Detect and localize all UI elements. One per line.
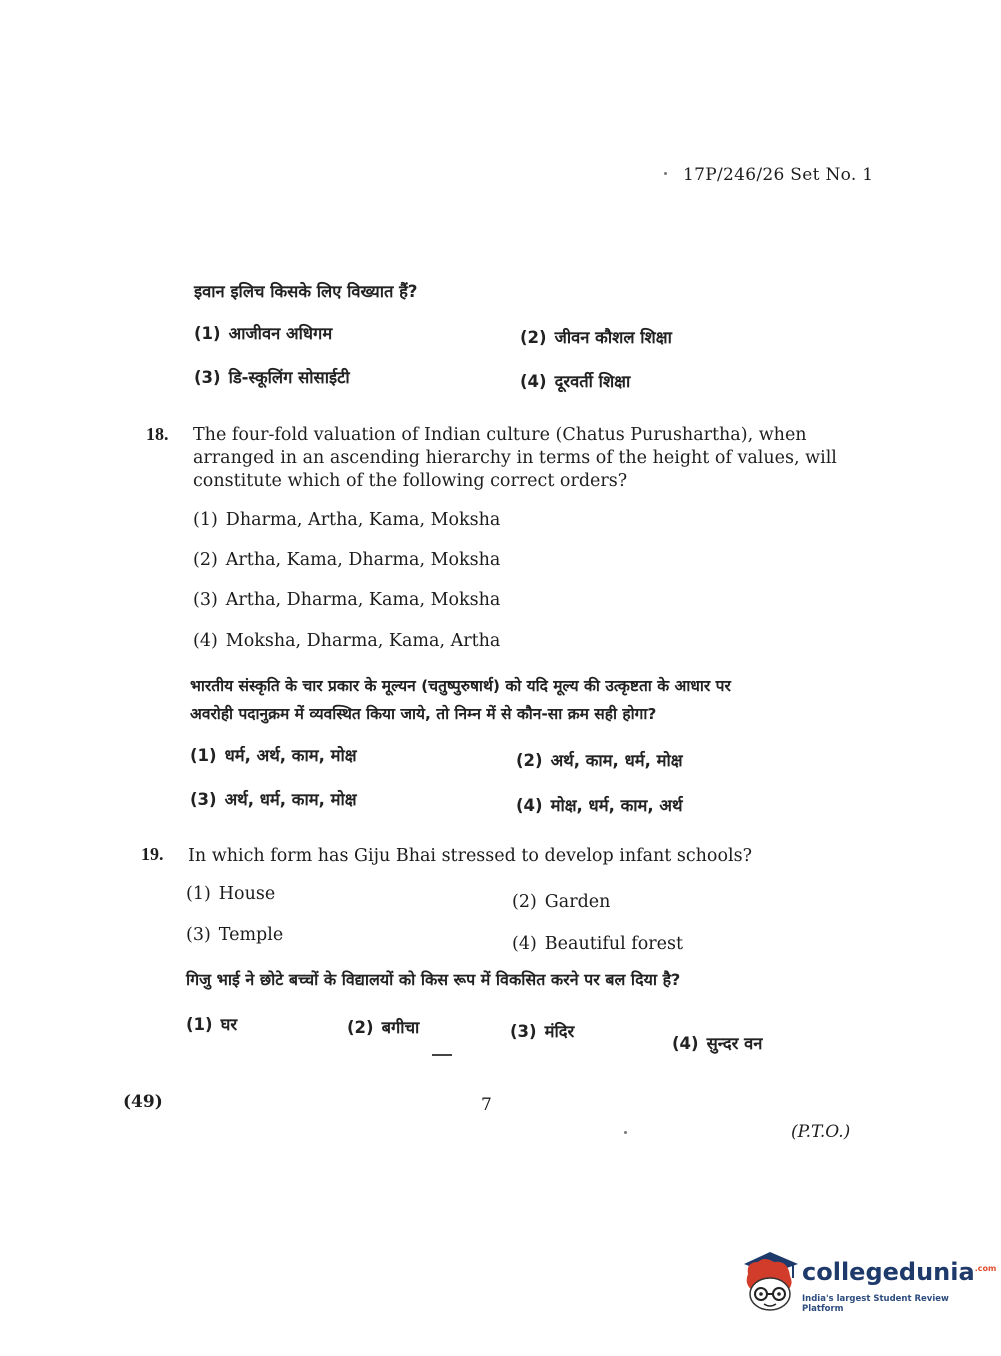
option-text: अर्थ, काम, धर्म, मोक्ष <box>550 751 683 770</box>
q19-hindi-option-4 <box>672 1031 762 1054</box>
q18-option-2 <box>193 550 500 570</box>
option-text: Beautiful forest <box>544 934 684 954</box>
q17-hindi-question: इवान इलिच किसके लिए विख्यात हैं? <box>194 282 418 301</box>
option-number: (1) <box>193 510 218 530</box>
option-text: Garden <box>544 892 611 912</box>
option-number: (4) <box>193 631 218 651</box>
option-text: जीवन कौशल शिक्षा <box>554 328 672 347</box>
option-text: आजीवन अधिगम <box>228 324 333 343</box>
option-number: (4) <box>672 1034 699 1053</box>
q17-hindi-option-3 <box>194 365 350 388</box>
option-number: (1) <box>190 746 217 765</box>
option-number: (4) <box>520 372 547 391</box>
q17-hindi-option-1 <box>194 321 332 344</box>
q18-option-1 <box>193 510 500 530</box>
option-text: डि-स्कूलिंग सोसाईटी <box>228 368 350 387</box>
option-number: (1) <box>194 324 221 343</box>
brand-name-text: collegedunia <box>802 1258 975 1286</box>
paper-code: 17P/246/26 Set No. 1 <box>683 165 874 185</box>
q19-option-1 <box>186 884 275 904</box>
option-number: (2) <box>516 751 543 770</box>
option-text: अर्थ, धर्म, काम, मोक्ष <box>224 790 357 809</box>
q18-hindi-option-3 <box>190 787 357 810</box>
speck <box>664 172 667 175</box>
option-text: Dharma, Artha, Kama, Moksha <box>225 510 501 530</box>
q18-question: The four-fold valuation of Indian culture (Chatus Purushartha), when arranged in an ascending hierarchy in terms of the height of values, will constitute which of the following correct orders? <box>193 425 837 491</box>
q19-question: In which form has Giju Bhai stressed to develop infant schools? <box>188 846 752 866</box>
option-text: धर्म, अर्थ, काम, मोक्ष <box>224 746 357 765</box>
option-number: (3) <box>193 590 218 610</box>
option-text: मोक्ष, धर्म, काम, अर्थ <box>550 796 683 815</box>
option-number: (1) <box>186 884 211 904</box>
q17-hindi-option-4 <box>520 369 630 392</box>
q19-hindi-question: गिजु भाई ने छोटे बच्चों के विद्यालयों को किस रूप में विकसित करने पर बल दिया है? <box>186 970 681 989</box>
option-number: (2) <box>193 550 218 570</box>
pto-label: (P.T.O.) <box>791 1122 851 1142</box>
option-text: Artha, Dharma, Kama, Moksha <box>225 590 501 610</box>
q18-option-3 <box>193 590 500 610</box>
option-number: (1) <box>186 1015 213 1034</box>
brand-name <box>802 1258 996 1286</box>
speck <box>624 1131 627 1134</box>
q18-hindi-question-line-1: भारतीय संस्कृति के चार प्रकार के मूल्यन (चतुष्पुरुषार्थ) को यदि मूल्य की उत्कृष्टता के आधार पर <box>190 677 731 695</box>
brand-tagline: India's largest Student Review Platform <box>802 1294 949 1314</box>
collegedunia-watermark <box>740 1250 997 1320</box>
option-text: House <box>218 884 276 904</box>
option-number: (2) <box>512 892 537 912</box>
option-number: (3) <box>194 368 221 387</box>
q19-hindi-option-2 <box>347 1015 419 1038</box>
option-text: Temple <box>218 925 284 945</box>
option-text: Artha, Kama, Dharma, Moksha <box>225 550 501 570</box>
q19-option-4 <box>512 934 683 954</box>
booklet-code: (49) <box>123 1092 163 1112</box>
option-number: (4) <box>516 796 543 815</box>
option-text: मंदिर <box>544 1022 575 1041</box>
mascot-icon <box>740 1250 800 1316</box>
option-number: (2) <box>347 1018 374 1037</box>
page-dash <box>432 1054 452 1056</box>
option-number: (2) <box>520 328 547 347</box>
q18-hindi-question-line-2: अवरोही पदानुक्रम में व्यवस्थित किया जाये, तो निम्न में से कौन-सा क्रम सही होगा? <box>190 705 657 723</box>
q18-hindi-option-1 <box>190 743 357 766</box>
option-number: (4) <box>512 934 537 954</box>
q18-number: 18. <box>146 424 169 444</box>
option-text: बगीचा <box>381 1018 420 1037</box>
q19-number: 19. <box>141 844 164 864</box>
q19-option-2 <box>512 892 610 912</box>
brand-domain: .com <box>974 1264 997 1273</box>
option-text: सुन्दर वन <box>706 1034 763 1053</box>
option-text: घर <box>220 1015 238 1034</box>
q17-hindi-option-2 <box>520 325 672 348</box>
option-number: (3) <box>186 925 211 945</box>
option-number: (3) <box>190 790 217 809</box>
option-text: Moksha, Dharma, Kama, Artha <box>225 631 501 651</box>
option-text: दूरवर्ती शिक्षा <box>554 372 631 391</box>
q18-hindi-option-4 <box>516 793 683 816</box>
option-number: (3) <box>510 1022 537 1041</box>
page-number: 7 <box>481 1095 492 1115</box>
q18-option-4 <box>193 631 500 651</box>
q19-option-3 <box>186 925 283 945</box>
q19-hindi-option-3 <box>510 1019 574 1042</box>
q18-hindi-option-2 <box>516 748 683 771</box>
q19-hindi-option-1 <box>186 1012 237 1035</box>
